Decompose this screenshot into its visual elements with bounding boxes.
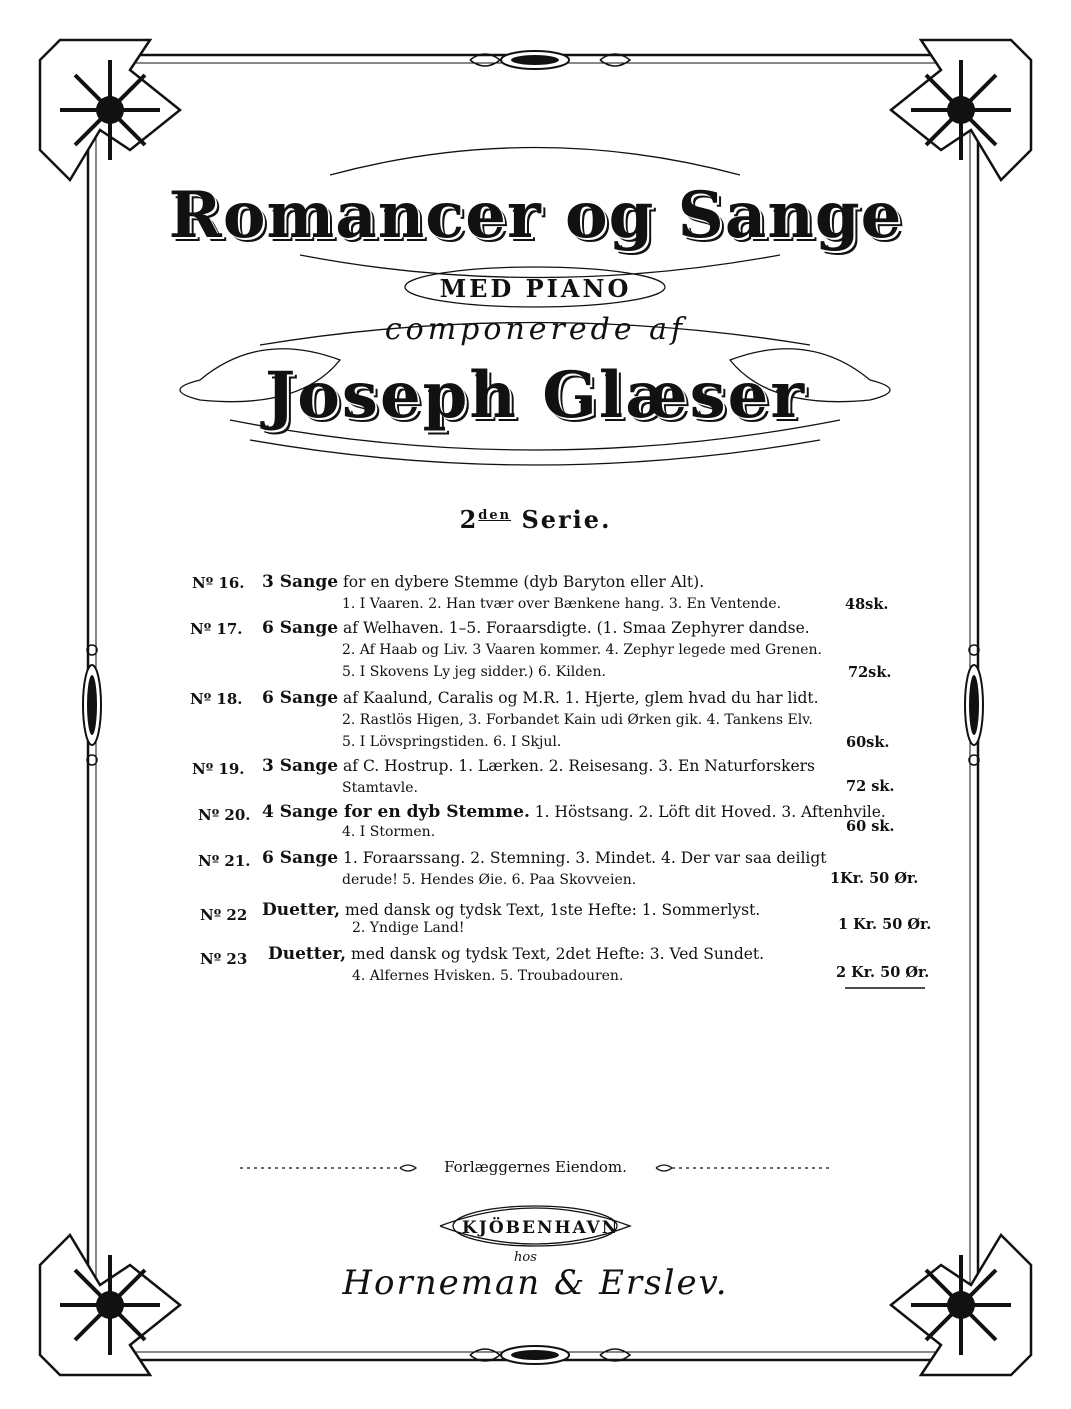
work-number: Nº 17. — [190, 620, 243, 638]
composer-name: Joseph Glæser — [264, 358, 807, 433]
work-line: 4. I Stormen. — [342, 824, 436, 840]
corner-ornament-bottom-left — [40, 1235, 180, 1375]
series-heading — [0, 505, 1071, 534]
work-description: af Kaalund, Caralis og M.R. 1. Hjerte, glem hvad du har lidt. — [338, 689, 819, 707]
left-side-flourish — [83, 645, 101, 765]
work-description: 1. Foraarssang. 2. Stemning. 3. Mindet. 4. Der var saa deiligt — [338, 849, 827, 867]
work-title: 6 Sange — [262, 688, 339, 708]
top-flourish — [470, 51, 630, 69]
work-title: 3 Sange — [262, 572, 339, 592]
work-number: Nº 21. — [198, 852, 251, 870]
work-line — [262, 688, 819, 708]
work-number: Nº 23 — [200, 950, 248, 968]
work-title: 3 Sange — [262, 756, 339, 776]
work-number: Nº 19. — [192, 760, 245, 778]
work-line — [262, 618, 810, 638]
work-number: Nº 20. — [198, 806, 251, 824]
work-line: 5. I Lövspringstiden. 6. I Skjul. — [342, 734, 562, 750]
work-price: 1Kr. 50 Ør. — [830, 870, 919, 887]
corner-ornament-bottom-right — [891, 1235, 1031, 1375]
work-title: 6 Sange — [262, 848, 339, 868]
corner-ornament-top-left — [40, 40, 180, 180]
work-line: 2. Af Haab og Liv. 3 Vaaren kommer. 4. Zephyr legede med Grenen. — [342, 642, 822, 658]
series-word: Serie. — [521, 505, 612, 534]
subtitle: MED PIANO — [439, 274, 632, 303]
work-description: 1. Höstsang. 2. Löft dit Hoved. 3. Aftenhvile. — [529, 803, 886, 821]
work-price: 1 Kr. 50 Ør. — [838, 916, 932, 933]
work-line: derude! 5. Hendes Øie. 6. Paa Skovveien. — [342, 872, 637, 888]
work-description: af Welhaven. 1–5. Foraarsdigte. (1. Smaa Zephyrer dandse. — [338, 619, 810, 637]
work-description: for en dybere Stemme (dyb Baryton eller Alt). — [338, 573, 705, 591]
work-line: 4. Alfernes Hvisken. 5. Troubadouren. — [352, 968, 624, 984]
work-line — [262, 848, 827, 868]
work-description: med dansk og tydsk Text, 1ste Hefte: 1. Sommerlyst. — [340, 901, 761, 919]
publisher-city: KJÖBENHAVN — [462, 1218, 620, 1238]
property-note: Forlæggernes Eiendom. — [444, 1158, 627, 1176]
bottom-flourish — [470, 1346, 630, 1364]
corner-ornament-top-right — [891, 40, 1031, 180]
work-price: 60sk. — [846, 734, 890, 751]
publisher-name: Horneman & Erslev. — [342, 1263, 729, 1303]
work-price: 60 sk. — [846, 818, 895, 835]
composed-by: componerede af — [384, 312, 687, 347]
work-title: 6 Sange — [262, 618, 339, 638]
work-line — [262, 900, 760, 920]
hos-label: hos — [514, 1250, 537, 1265]
work-line: 1. I Vaaren. 2. Han tvær over Bænkene hang. 3. En Ventende. — [342, 596, 782, 612]
page-title: Romancer og Sange — [168, 178, 903, 253]
work-line: 5. I Skovens Ly jeg sidder.) 6. Kilden. — [342, 664, 606, 680]
work-number: Nº 22 — [200, 906, 248, 924]
work-title: Duetter, — [268, 944, 347, 964]
work-description: med dansk og tydsk Text, 2det Hefte: 3. Ved Sundet. — [346, 945, 765, 963]
work-line — [268, 944, 764, 964]
work-line: 2. Yndige Land! — [352, 920, 465, 936]
series-sup: den — [478, 508, 512, 523]
work-number: Nº 16. — [192, 574, 245, 592]
work-line — [262, 756, 815, 776]
work-title: 4 Sange for en dyb Stemme. — [262, 802, 530, 822]
work-line — [262, 572, 704, 592]
work-number: Nº 18. — [190, 690, 243, 708]
work-price: 2 Kr. 50 Ør. — [836, 964, 930, 981]
work-description: af C. Hostrup. 1. Lærken. 2. Reisesang. 3. En Naturforskers — [338, 757, 816, 775]
work-price: 72sk. — [848, 664, 892, 681]
work-line — [262, 802, 886, 822]
work-line: 2. Rastlös Higen, 3. Forbandet Kain udi Ørken gik. 4. Tankens Elv. — [342, 712, 813, 728]
footer-rule — [240, 988, 925, 1246]
right-side-flourish — [965, 645, 983, 765]
series-number: 2 — [459, 505, 479, 534]
work-price: 72 sk. — [846, 778, 895, 795]
work-price: 48sk. — [845, 596, 889, 613]
work-line: Stamtavle. — [342, 780, 418, 796]
work-title: Duetter, — [262, 900, 341, 920]
